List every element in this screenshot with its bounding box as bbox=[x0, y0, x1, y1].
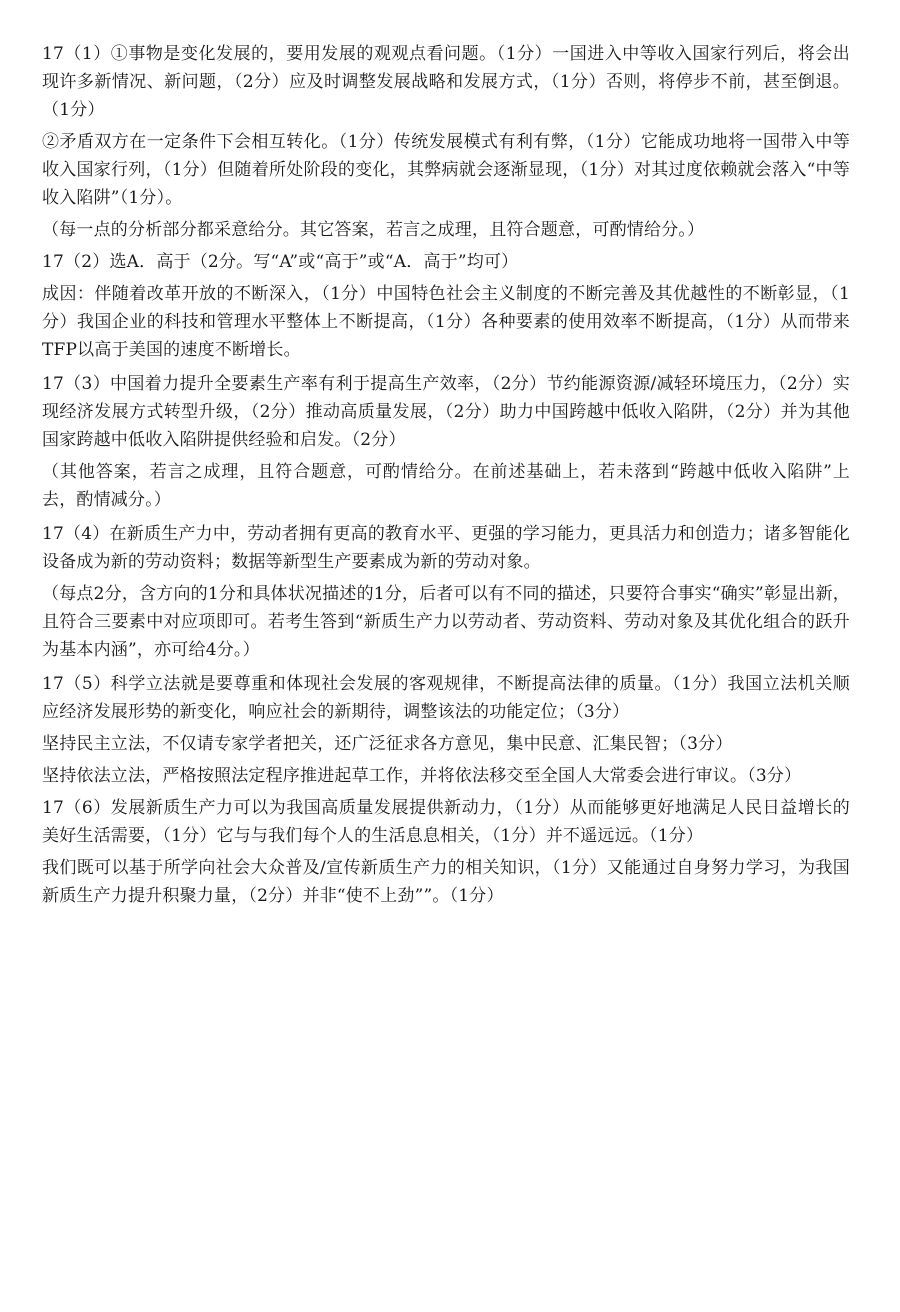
answer-17-3: 17（3）中国着力提升全要素生产率有利于提高生产效率，（2分）节约能源资源/减轻环境压力，（2分）实现经济发展方式转型升级，（2分）推动高质量发展，（2分）助力中国跨越中低收入陷阱，（2分）并为其他国家跨越中低收入陷阱提供经验和启发。（2分） bbox=[42, 374, 850, 450]
answer-key-page bbox=[42, 40, 850, 910]
answer-17-5-intro: 17（5）科学立法就是要尊重和体现社会发展的客观规律，不断提高法律的质量。（1分）我国立法机关顺应经济发展形势的新变化，响应社会的新期待，调整该法的功能定位；（3分） bbox=[42, 674, 850, 722]
answer-17-4: 17（4）在新质生产力中，劳动者拥有更高的教育水平、更强的学习能力，更具活力和创造力；诸多智能化设备成为新的劳动资料；数据等新型生产要素成为新的劳动对象。 bbox=[42, 524, 850, 572]
answer-17-1-point-2: ②矛盾双方在一定条件下会相互转化。（1分）传统发展模式有利有弊，（1分）它能成功地将一国带入中等收入国家行列，（1分）但随着所处阶段的变化，其弊病就会逐渐显现，（1分）对其过度依赖就会落入“中等收入陷阱”（1分）。 bbox=[42, 132, 850, 208]
answer-17-6-significance: 17（6）发展新质生产力可以为我国高质量发展提供新动力，（1分）从而能够更好地满足人民日益增长的美好生活需要，（1分）它与与我们每个人的生活息息相关，（1分）并不遥远远。（1分） bbox=[42, 798, 850, 846]
answer-17-6-action: 我们既可以基于所学向社会大众普及/宣传新质生产力的相关知识，（1分）又能通过自身努力学习，为我国新质生产力提升积聚力量，（2分）并非“使不上劲””。（1分） bbox=[42, 858, 850, 906]
answer-17-1-point-1: 17（1）①事物是变化发展的，要用发展的观观点看问题。（1分）一国进入中等收入国家行列后，将会出现许多新情况、新问题，（2分）应及时调整发展战略和发展方式，（1分）否则，将停步不前，甚至倒退。（1分） bbox=[42, 44, 850, 120]
answer-17-1-scoring-note: （每一点的分析部分都采意给分。其它答案，若言之成理，且符合题意，可酌情给分。） bbox=[42, 220, 705, 240]
answer-17-2-reason: 成因：伴随着改革开放的不断深入，（1分）中国特色社会主义制度的不断完善及其优越性的不断彰显，（1分）我国企业的科技和管理水平整体上不断提高，（1分）各种要素的使用效率不断提高，（1分）从而带来TFP以高于美国的速度不断增长。 bbox=[42, 284, 850, 360]
answer-17-4-scoring-note: （每点2分，含方向的1分和具体状况描述的1分，后者可以有不同的描述，只要符合事实“确实”彰显出新，且符合三要素中对应项即可。若考生答到“新质生产力以劳动者、劳动资料、劳动对象及其优化组合的跃升为基本内涵”，亦可给4分。） bbox=[42, 584, 850, 660]
answer-17-2-choice: 17（2）选A．高于（2分。写“A”或“高于”或“A．高于”均可） bbox=[42, 252, 519, 272]
answer-17-5-lawful: 坚持依法立法，严格按照法定程序推进起草工作，并将依法移交至全国人大常委会进行审议。（3分） bbox=[42, 766, 802, 786]
answer-17-5-democratic: 坚持民主立法，不仅请专家学者把关，还广泛征求各方意见，集中民意、汇集民智；（3分） bbox=[42, 734, 733, 754]
answer-17-3-scoring-note: （其他答案，若言之成理，且符合题意，可酌情给分。在前述基础上，若未落到“跨越中低收入陷阱”上去，酌情减分。） bbox=[42, 462, 850, 510]
